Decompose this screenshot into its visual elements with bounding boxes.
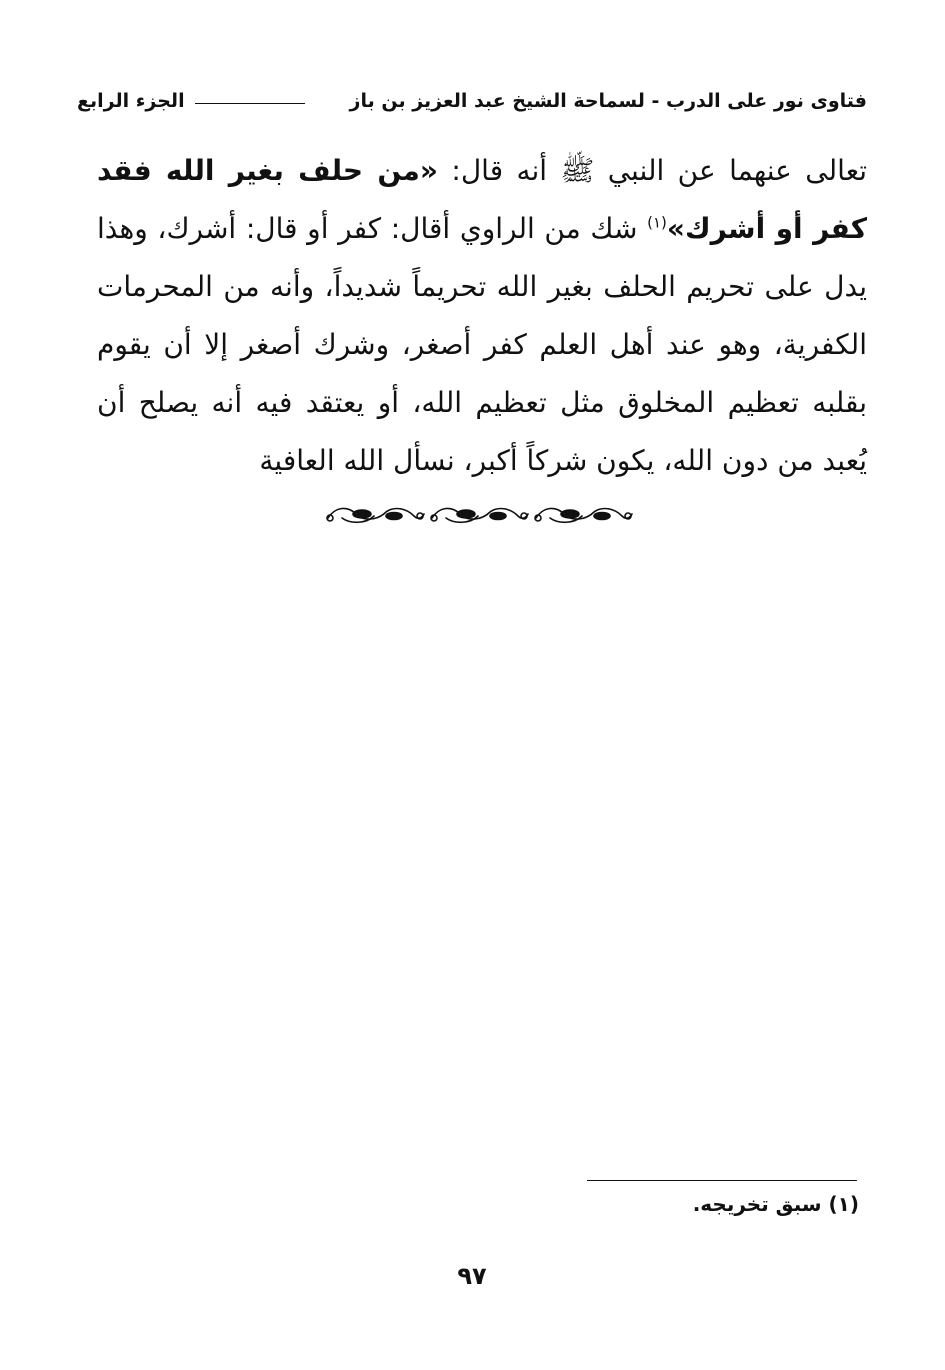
running-header <box>77 84 867 118</box>
body-paragraph <box>97 142 867 490</box>
footnote-text: سبق تخريجه. <box>692 1192 822 1216</box>
body-text-segment-2: شك من الراوي أقال: كفر أو قال: أشرك، وهذا يدل على تحريم الحلف بغير الله تحريماً شديداً، وأنه من المحرمات الكفرية، وهو عند أهل العلم كفر أصغر، وشرك أصغر إلا أن يقوم بقلبه تعظيم المخلوق مثل تعظيم الله، أو يعتقد فيه أنه يصلح أن يُعبد من دون الله، يكون شركاً أكبر، نسأل الله العافية <box>97 212 867 477</box>
ornament-unit-3 <box>535 508 632 522</box>
footnote-reference: (١) <box>647 213 667 232</box>
header-rule <box>195 103 305 104</box>
hadith-quote: «من حلف بغير الله فقد كفر أو أشرك» <box>97 154 867 245</box>
ornament-unit-1 <box>327 508 424 522</box>
page-number: ٩٧ <box>457 1262 487 1290</box>
footnote-number: (١) <box>828 1192 859 1216</box>
ornament-unit-2 <box>431 508 528 522</box>
footnote-1 <box>693 1192 859 1216</box>
header-book-title: فتاوى نور على الدرب - لسماحة الشيخ عبد العزيز بن باز <box>349 90 867 112</box>
header-volume-group <box>77 90 305 112</box>
floral-divider-icon <box>322 498 634 532</box>
body-text-segment-1: تعالى عنهما عن النبي ﷺ أنه قال: <box>437 154 867 187</box>
footnote-separator <box>587 1180 857 1181</box>
header-volume: الجزء الرابع <box>77 90 185 112</box>
